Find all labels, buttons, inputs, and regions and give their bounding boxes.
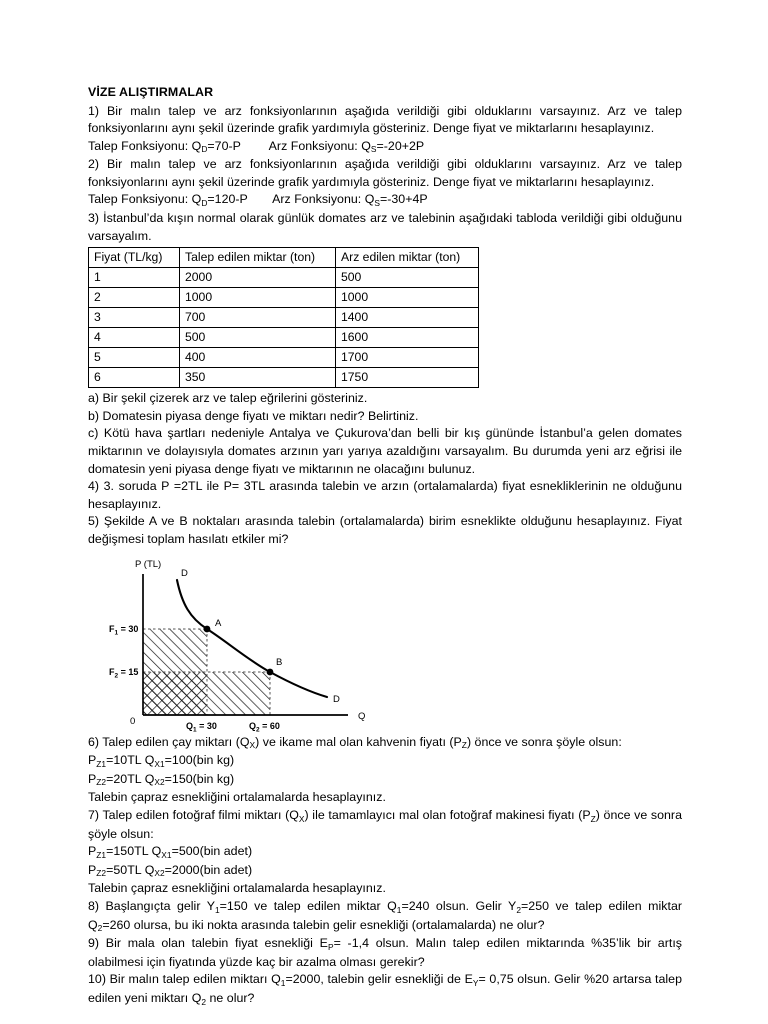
question-3c-text: c) Kötü hava şartları nedeniyle Antalya ve Çukurova’dan belli bir kış gününde İstanbul’a gelen domates miktarının ve dolayısıyla domates arzının yarı yarıya azaldığını varsayalım. Bu durumda yeni arz eğrisi ile domatesin yeni piyasa denge fiyatı ve miktarının ne olacağını bulunuz. <box>88 426 682 476</box>
question-3a-text: a) Bir şekil çizerek arz ve talep eğrilerini gösteriniz. <box>88 391 368 406</box>
q6-l2-end: =150(bin kg) <box>164 771 235 786</box>
q2-demand-subscript: D <box>201 198 208 209</box>
table-cell-supply: 1000 <box>336 288 479 308</box>
q7-l1-end: =500(bin adet) <box>171 844 253 859</box>
origin-label: 0 <box>130 715 136 727</box>
table-cell-supply: 1400 <box>336 308 479 328</box>
table-row <box>89 288 479 308</box>
q8-sub-4: 2 <box>97 923 103 934</box>
table-cell-demand: 1000 <box>180 288 336 308</box>
q1-demand-label: Talep Fonksiyonu: Q <box>88 138 202 153</box>
q2-demand-label: Talep Fonksiyonu: Q <box>88 192 202 207</box>
page-title: VİZE ALIŞTIRMALAR <box>88 85 214 99</box>
question-1-text: 1) Bir malın talep ve arz fonksiyonlarının aşağıda verildiği gibi olduklarını varsayınız. Arz ve talep fonksiyonlarını aynı şekil üzerinde grafik yardımıyla gösteriniz. Denge fiyat ve miktarlarını hesaplayınız. <box>88 103 682 136</box>
curve-label-bottom: D <box>333 693 340 705</box>
question-7-line-1 <box>88 843 682 862</box>
x-tick-q2: $Q_2 = 60$ <box>249 720 280 734</box>
table-header-row <box>89 248 479 268</box>
table-cell-price: 4 <box>89 328 180 348</box>
q6-l1-mid: =10TL Q <box>106 753 155 768</box>
q6-l2-p-sub: Z2 <box>96 777 107 788</box>
q2-demand-rest: =120-P <box>207 192 248 207</box>
question-9-text <box>88 935 682 971</box>
q10-part-b: =2000, talebin gelir esnekliği de E <box>285 972 473 987</box>
q8-part-e: =260 olursa, bu iki nokta arasında talebin gelir esnekliği (ortalamalarda) ne olur? <box>102 917 545 932</box>
question-8-text <box>88 898 682 935</box>
y-tick-f1: $F_1 = 30$ <box>109 623 139 637</box>
q7-subscript-x: X <box>298 813 305 824</box>
question-10-text <box>88 971 682 1008</box>
q1-gap <box>241 139 269 153</box>
q9-part-b: = -1,4 olsun. Malın talep edilen miktarında %35’lik bir artış olabilmesi için fiyatında yüzde kaç bir azalma olması gerekir? <box>88 936 682 969</box>
q7-subscript-z: Z <box>590 813 596 824</box>
q7-part-c: ) önce ve sonra şöyle olsun: <box>88 807 682 841</box>
q8-sub-3: 2 <box>516 904 522 915</box>
q1-demand-subscript: D <box>201 144 208 155</box>
table-cell-supply: 1700 <box>336 348 479 368</box>
q6-l1-q-sub: X1 <box>154 758 165 769</box>
q1-supply-rest: =-20+2P <box>376 138 425 153</box>
q7-l1-mid: =150TL Q <box>106 844 162 859</box>
q7-l1-p-sub: Z1 <box>96 849 107 860</box>
q9-sub-p: P <box>327 941 334 952</box>
table-cell-demand: 700 <box>180 308 336 328</box>
question-3b-text: b) Domatesin piyasa denge fiyatı ve miktarı nedir? Belirtiniz. <box>88 408 419 423</box>
q10-sub-y: Y <box>472 977 479 988</box>
question-6-line-2 <box>88 771 682 790</box>
q7-l1-p: P <box>88 844 97 859</box>
table-cell-price: 2 <box>89 288 180 308</box>
point-a-marker <box>204 625 211 632</box>
table-header-cell: Arz edilen miktar (ton) <box>336 248 479 268</box>
point-a-label: A <box>215 617 222 629</box>
q8-part-c: =240 olsun. Gelir Y <box>401 898 517 913</box>
q2-gap <box>248 192 272 206</box>
table-row <box>89 268 479 288</box>
q6-l1-p-sub: Z1 <box>96 758 107 769</box>
table-cell-supply: 1600 <box>336 328 479 348</box>
question-7-line-2 <box>88 862 682 881</box>
q8-part-b: =150 ve talep edilen miktar Q <box>219 898 397 913</box>
table-cell-demand: 2000 <box>180 268 336 288</box>
q6-subscript-z: Z <box>461 740 467 751</box>
q10-part-c: = 0,75 olsun. Gelir %20 artarsa talep edilen yeni miktarı Q <box>88 972 682 1005</box>
question-7-instruction: Talebin çapraz esnekliğini ortalamalarda hesaplayınız. <box>88 881 386 896</box>
question-4-text: 4) 3. soruda P =2TL ile P= 3TL arasında talebin ve arzın (ortalamalarda) fiyat esnekliklerinin ne olduğunu hesaplayınız. <box>88 479 682 511</box>
q6-l2-p: P <box>88 771 97 786</box>
point-b-marker <box>267 668 274 675</box>
question-6-text <box>88 734 682 753</box>
q6-subscript-x: X <box>249 740 256 751</box>
q10-part-a: 10) Bir malın talep edilen miktarı Q <box>88 972 281 987</box>
table-cell-demand: 400 <box>180 348 336 368</box>
question-7-text <box>88 807 682 843</box>
table-cell-supply: 1750 <box>336 368 479 388</box>
q9-part-a: 9) Bir mala olan talebin fiyat esnekliği E <box>88 936 328 951</box>
q8-sub-2: 1 <box>396 904 402 915</box>
elasticity-demand-chart <box>102 552 402 734</box>
q6-part-c: ) önce ve sonra şöyle olsun: <box>466 734 622 749</box>
table-cell-price: 5 <box>89 348 180 368</box>
q10-sub-1: 1 <box>280 977 286 988</box>
q8-part-d: =250 ve talep edilen miktar Q <box>88 898 682 932</box>
question-6-line-1 <box>88 752 682 771</box>
question-2-text: 2) Bir malın talep ve arz fonksiyonlarının aşağıda verildiği gibi olduklarını varsayınız. Arz ve talep fonksiyonlarını aynı şekil üzerinde grafik yardımıyla gösteriniz. Denge fiyat ve miktarlarını hesaplayınız. <box>88 157 682 189</box>
q1-supply-subscript: S <box>370 144 377 155</box>
x-tick-q1: $Q_1 = 30$ <box>186 720 217 734</box>
q10-part-d: ne olur? <box>206 990 255 1005</box>
curve-label-top: D <box>181 567 188 579</box>
table-cell-price: 3 <box>89 308 180 328</box>
q7-part-a: 7) Talep edilen fotoğraf filmi miktarı (Q <box>88 807 299 822</box>
q6-l1-p: P <box>88 753 97 768</box>
elasticity-figure-wrapper <box>88 552 682 734</box>
document-content <box>88 84 682 1009</box>
shaded-region-overlap <box>143 672 207 715</box>
q7-l2-mid: =50TL Q <box>106 862 155 877</box>
table-header-cell: Fiyat (TL/kg) <box>89 248 180 268</box>
table-row <box>89 328 479 348</box>
table-cell-supply: 500 <box>336 268 479 288</box>
table-row <box>89 368 479 388</box>
q1-demand-rest: =70-P <box>207 138 241 153</box>
q2-supply-rest: =-30+4P <box>379 192 428 207</box>
question-5-text: 5) Şekilde A ve B noktaları arasında talebin (ortalamalarda) birim esneklikte olduğunu hesaplayınız. Fiyat değişmesi toplam hasılatı etkiler mi? <box>88 514 682 546</box>
q8-part-a: 8) Başlangıçta gelir Y <box>88 898 215 913</box>
point-b-label: B <box>276 656 283 668</box>
q6-l1-end: =100(bin kg) <box>164 753 235 768</box>
table-header-cell: Talep edilen miktar (ton) <box>180 248 336 268</box>
q6-part-b: ) ve ikame mal olan kahvenin fiyatı (P <box>255 734 462 749</box>
question-2-functions <box>88 191 682 210</box>
question-1-functions <box>88 138 682 157</box>
q2-supply-label: Arz Fonksiyonu: Q <box>272 192 375 207</box>
q8-sub-1: 1 <box>214 904 220 915</box>
y-axis-label: P (TL) <box>135 558 162 570</box>
q7-l2-end: =2000(bin adet) <box>164 862 253 877</box>
supply-demand-table <box>88 247 479 388</box>
x-axis-label: Q <box>358 710 366 722</box>
q7-l2-q-sub: X2 <box>154 868 165 879</box>
q6-l2-q-sub: X2 <box>154 777 165 788</box>
table-cell-demand: 350 <box>180 368 336 388</box>
table-row <box>89 308 479 328</box>
q7-l2-p-sub: Z2 <box>96 868 107 879</box>
q7-part-b: ) ile tamamlayıcı mal olan fotoğraf makinesi fiyatı (P <box>304 807 591 822</box>
q7-l2-p: P <box>88 862 97 877</box>
q1-supply-label: Arz Fonksiyonu: Q <box>268 138 371 153</box>
question-6-instruction: Talebin çapraz esnekliğini ortalamalarda hesaplayınız. <box>88 790 386 805</box>
table-cell-price: 1 <box>89 268 180 288</box>
question-3-text: 3) İstanbul’da kışın normal olarak günlük domates arz ve talebinin aşağıdaki tabloda verildiği gibi olduğunu varsayalım. <box>88 211 682 243</box>
table-cell-demand: 500 <box>180 328 336 348</box>
y-tick-f2: $F_2 = 15$ <box>109 666 139 680</box>
table-cell-price: 6 <box>89 368 180 388</box>
q2-supply-subscript: S <box>374 198 380 209</box>
q6-l2-mid: =20TL Q <box>106 771 155 786</box>
q10-sub-2: 2 <box>201 996 207 1007</box>
table-row <box>89 348 479 368</box>
q6-part-a: 6) Talep edilen çay miktarı (Q <box>88 734 250 749</box>
q7-l1-q-sub: X1 <box>161 849 172 860</box>
